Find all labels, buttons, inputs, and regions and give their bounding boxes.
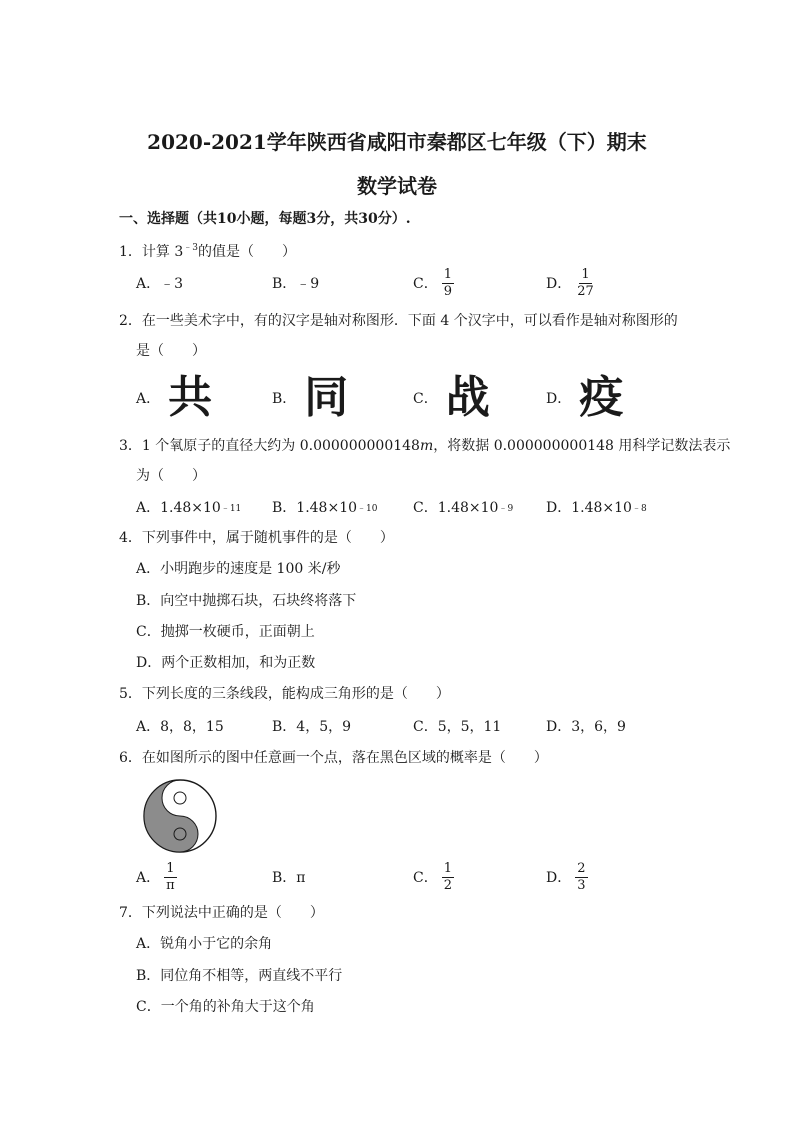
question-6-stem: 6．在如图所示的图中任意画一个点，落在黑色区域的概率是（ ） xyxy=(119,750,548,766)
question-2-stem-line1: 2．在一些美术字中，有的汉字是轴对称图形．下面 4 个汉字中，可以看作是轴对称图形的 xyxy=(119,313,678,329)
question-5-options xyxy=(136,706,696,746)
char-gong: 共 xyxy=(168,372,213,423)
question-1-stem: 1．计算 $3^{﹣3}$的值是（ ） xyxy=(119,243,296,260)
q4-option-c[interactable]: C．抛掷一枚硬币，正面朝上 xyxy=(136,624,315,640)
q7-option-c[interactable]: C．一个角的补角大于这个角 xyxy=(136,999,315,1015)
question-3-options xyxy=(136,487,696,527)
q6-option-c[interactable]: C． $\frac{1}{2}$ xyxy=(413,860,452,893)
q2-option-c[interactable]: C． 战 xyxy=(413,372,490,423)
q3-option-a[interactable]: A．1.48×10 ﹣11 xyxy=(136,500,242,516)
question-3-stem-line2: 为（ ） xyxy=(136,468,206,484)
q1-option-d[interactable]: D． $\frac{1}{27}$ xyxy=(546,266,594,299)
q2-option-b[interactable]: B． 同 xyxy=(272,372,349,423)
q1-option-a[interactable]: A．﹣3 xyxy=(136,276,184,292)
q6-option-a[interactable]: A． $\frac{1}{\pi}$ xyxy=(136,860,175,893)
fraction: $\frac{2}{3}$ xyxy=(577,860,586,893)
fraction: $\frac{1}{27}$ xyxy=(577,266,594,299)
q5-option-c[interactable]: C．5，5，11 xyxy=(413,719,502,735)
section-heading: 一、选择题（共10小题，每题3分，共30分）. xyxy=(119,211,411,227)
exam-title-line2: 数学试卷 xyxy=(357,174,437,198)
yin-yang-dot-light xyxy=(174,792,186,804)
fraction: $\frac{1}{2}$ xyxy=(443,860,452,893)
question-4-stem: 4．下列事件中，属于随机事件的是（ ） xyxy=(119,530,394,546)
char-yi: 疫 xyxy=(579,372,624,423)
q4-option-d[interactable]: D．两个正数相加，和为正数 xyxy=(136,655,316,671)
q1-option-b[interactable]: B．﹣9 xyxy=(272,276,320,292)
question-7-stem: 7．下列说法中正确的是（ ） xyxy=(119,905,324,921)
q5-option-b[interactable]: B．4，5，9 xyxy=(272,719,352,735)
q1-option-c[interactable]: C． $\frac{1}{9}$ xyxy=(413,266,452,299)
q6-option-d[interactable]: D． $\frac{2}{3}$ xyxy=(546,860,586,893)
q3-option-d[interactable]: D．1.48×10 ﹣8 xyxy=(546,500,647,516)
q2-option-d[interactable]: D． 疫 xyxy=(546,372,624,423)
fraction: $\frac{1}{9}$ xyxy=(443,266,452,299)
q3-option-b[interactable]: B．1.48×10 ﹣10 xyxy=(272,500,378,516)
q7-option-a[interactable]: A．锐角小于它的余角 xyxy=(136,936,273,952)
exam-title-line1: 2020-2021学年陕西省咸阳市秦都区七年级（下）期末 xyxy=(147,130,647,154)
char-zhan: 战 xyxy=(445,372,490,423)
yin-yang-dot-dark xyxy=(174,828,186,840)
char-tong: 同 xyxy=(304,372,349,423)
question-5-stem: 5．下列长度的三条线段，能构成三角形的是（ ） xyxy=(119,686,450,702)
q3-option-c[interactable]: C．1.48×10 ﹣9 xyxy=(413,500,514,516)
yin-yang-figure xyxy=(142,778,218,854)
q4-option-a[interactable]: A．小明跑步的速度是 100 米/秒 xyxy=(136,561,341,577)
question-6-options xyxy=(136,857,696,897)
fraction: $\frac{1}{\pi}$ xyxy=(166,860,175,893)
question-1-options xyxy=(136,263,696,303)
q4-option-b[interactable]: B．向空中抛掷石块，石块终将落下 xyxy=(136,593,357,609)
q6-option-b[interactable]: B．π xyxy=(272,870,306,886)
question-3-stem-line1: 3．1 个氧原子的直径大约为 0.000000000148m，将数据 0.000000000148 用科学记数法表示 xyxy=(119,438,731,454)
q5-option-a[interactable]: A．8，8，15 xyxy=(136,719,224,735)
question-2-options xyxy=(136,372,696,424)
q2-option-a[interactable]: A． 共 xyxy=(136,372,213,423)
q5-option-d[interactable]: D．3，6，9 xyxy=(546,719,626,735)
q7-option-b[interactable]: B．同位角不相等，两直线不平行 xyxy=(136,968,343,984)
question-2-stem-line2: 是（ ） xyxy=(136,343,206,359)
